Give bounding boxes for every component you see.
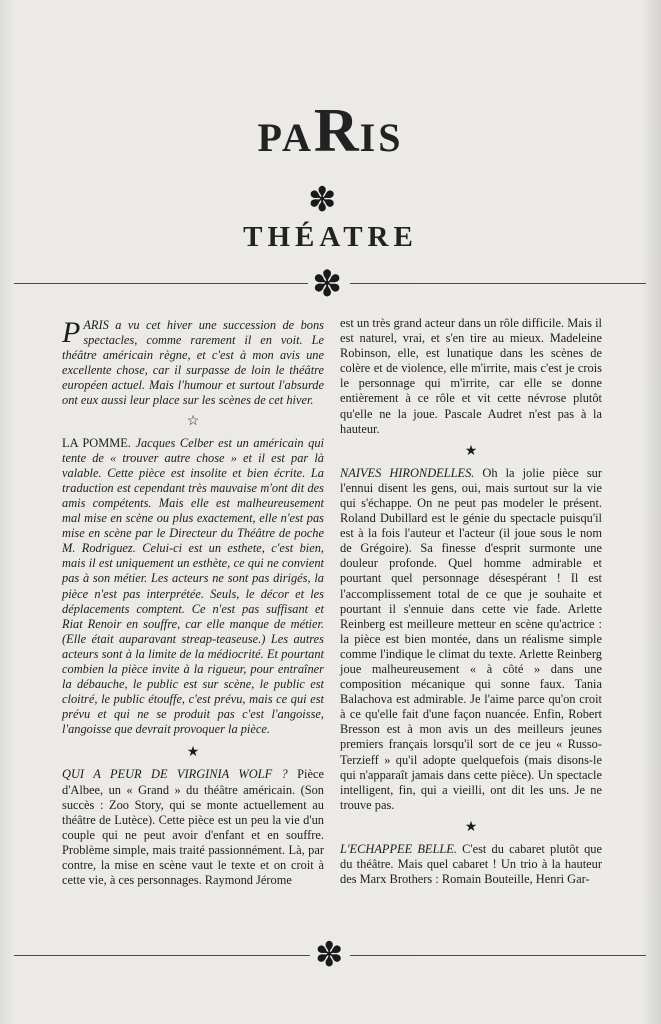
intro-paragraph	[62, 318, 324, 409]
page-title	[0, 96, 661, 167]
flower-ornament-icon: ✽	[312, 264, 343, 305]
title-part-2: R	[313, 97, 360, 165]
black-star-icon: ★	[464, 443, 478, 459]
title-part-1: PA	[257, 115, 314, 160]
continued-paragraph: est un très grand acteur dans un rôle difficile. Mais il est naturel, vrai, et s'en tire au mieux. Madeleine Robinson, elle, est lunatique dans les scènes de colère et de violence, elle m'irrite, mais c'est je crois le personnage qui m'irrite, car elle se donne entièrement à ce rôle et vit cette névrose plutôt qu'elle ne la joue. Pascale Audret n'est pas à la hauteur.	[340, 316, 602, 436]
section-title: THÉATRE	[243, 221, 418, 253]
review-naives-hirondelles	[340, 466, 602, 813]
review-text: Oh la jolie pièce sur l'ennui disent les gens, oui, mais surtout sur la vie qui s'échappe. On ne peut pas modeler le présent. Roland Dubillard est le génie du spectacle puisqu'il est à la fois l'auteur et l'acteur (il joue sous le nom de Grégoire). Sa finesse d'esprit surmonte une douleur profonde. Quel homme admirable et pourtant quel personnage désespérant ! Il est l'accomplissement total de ce que je souhaite et pourtant il s'ennuie dans cette vie fade. Arlette Reinberg est meilleure metteur en scène qu'actrice : la pièce est bien montée, dans un réalisme simple comme l'indique le climat du texte. Arlette Reinberg joue malheureusement « à côté » dans une composition mécanique qui sonne faux. Tania Balachova est admirable. Je l'aime parce qu'on croit à ce qu'elle fait d'une façon nuancée. Enfin, Robert Bresson est à mon avis un des meilleurs jeunes premiers français lorsqu'il sort de ce jeu « Russo-Terzieff » qu'il adopte quelquefois (mais disons-le qui n'apparaît jamais dans cette pièce). Un spectacle intelligent, fin, qui a vieilli, ont dit les uns. Je ne trouve pas.	[340, 465, 603, 812]
divider-right	[350, 283, 646, 284]
intro-text: ARIS a vu cet hiver une succession de bons spectacles, comme rarement il en voit. Le théâtre américain règne, et c'est à mon avis une excellente chose, car il surpasse de loin le théâtre européen actuel. Mais l'humour et surtout l'absurde ont eux aussi leur place sur les scènes de cet hiver.	[62, 318, 324, 408]
review-la-pomme	[62, 436, 324, 738]
review-title: LA POMME.	[62, 435, 131, 450]
flower-ornament-icon: ✽	[315, 935, 344, 975]
drop-cap: P	[62, 316, 81, 349]
review-text: C'est du cabaret plutôt que du théâtre. Mais quel cabaret ! Un trio à la hauteur des Marx Brothers : Romain Bouteille, Henri Gar-	[340, 841, 602, 887]
bottom-divider-right	[350, 955, 646, 956]
right-column	[340, 316, 602, 887]
review-title: QUI A PEUR DE VIRGINIA WOLF ?	[62, 767, 288, 782]
divider-left	[14, 283, 308, 284]
review-echappee-belle	[340, 842, 602, 887]
black-star-icon: ★	[464, 819, 478, 835]
review-virginia-wolf	[62, 767, 324, 888]
black-star-icon: ★	[186, 745, 200, 761]
bottom-divider-left	[14, 955, 310, 956]
review-text: Pièce d'Albee, un « Grand » du théâtre américain. (Son succès : Zoo Story, qui se monte actuellement au théâtre de Lutèce). Cette pièce est un peu la vie d'un couple qui ne peut avoir d'enfant et en souffre. Problème simple, mais traité passionnément. Là, par contre, la mise en scène vaut le texte et on croit à cette vie, à ces personnages. Raymond Jérome	[62, 767, 324, 888]
review-text: Jacques Celber est un américain qui tente de « trouver autre chose » et il est par là valable. Cette pièce est insolite et bien écrite. La traduction est cependant très mauvaise m'ont dit des amis compétents. Mais elle est malheureusement mal mise en scène ou plus exactement, elle n'est pas mise en scène par le Directeur du Théâtre de poche M. Rodriguez. Celui-ci est un esthete, c'est bien, mais il est uniquement un esthète, ce qui ne convient pas à son métier. Les acteurs ne sont pas dirigés, la pièce n'est pas interprétée. Seuls, le décor et les déplacements comptent. Ce n'est pas suffisant et Riat Renoir en souffre, car elle manque de métier. (Elle était auparavant streap-teaseuse.) Les autres acteurs sont à la limite de la médiocrité. Et pourtant combien la pièce invite à la rigueur, pour entraîner la débauche, le public est sur scène, le public est cloitré, le public étouffe, c'est prévu, mais ce qui est prévu et qui ne se produit pas c'est l'angoisse, l'angoisse que devrait provoquer la pièce.	[62, 435, 324, 737]
left-column	[62, 318, 324, 888]
flower-ornament-icon: ✽	[308, 180, 337, 220]
review-title: L'ECHAPPEE BELLE.	[340, 841, 457, 856]
white-star-icon: ☆	[186, 413, 200, 429]
review-title: NAIVES HIRONDELLES.	[340, 465, 475, 480]
title-part-3: IS	[359, 115, 404, 160]
